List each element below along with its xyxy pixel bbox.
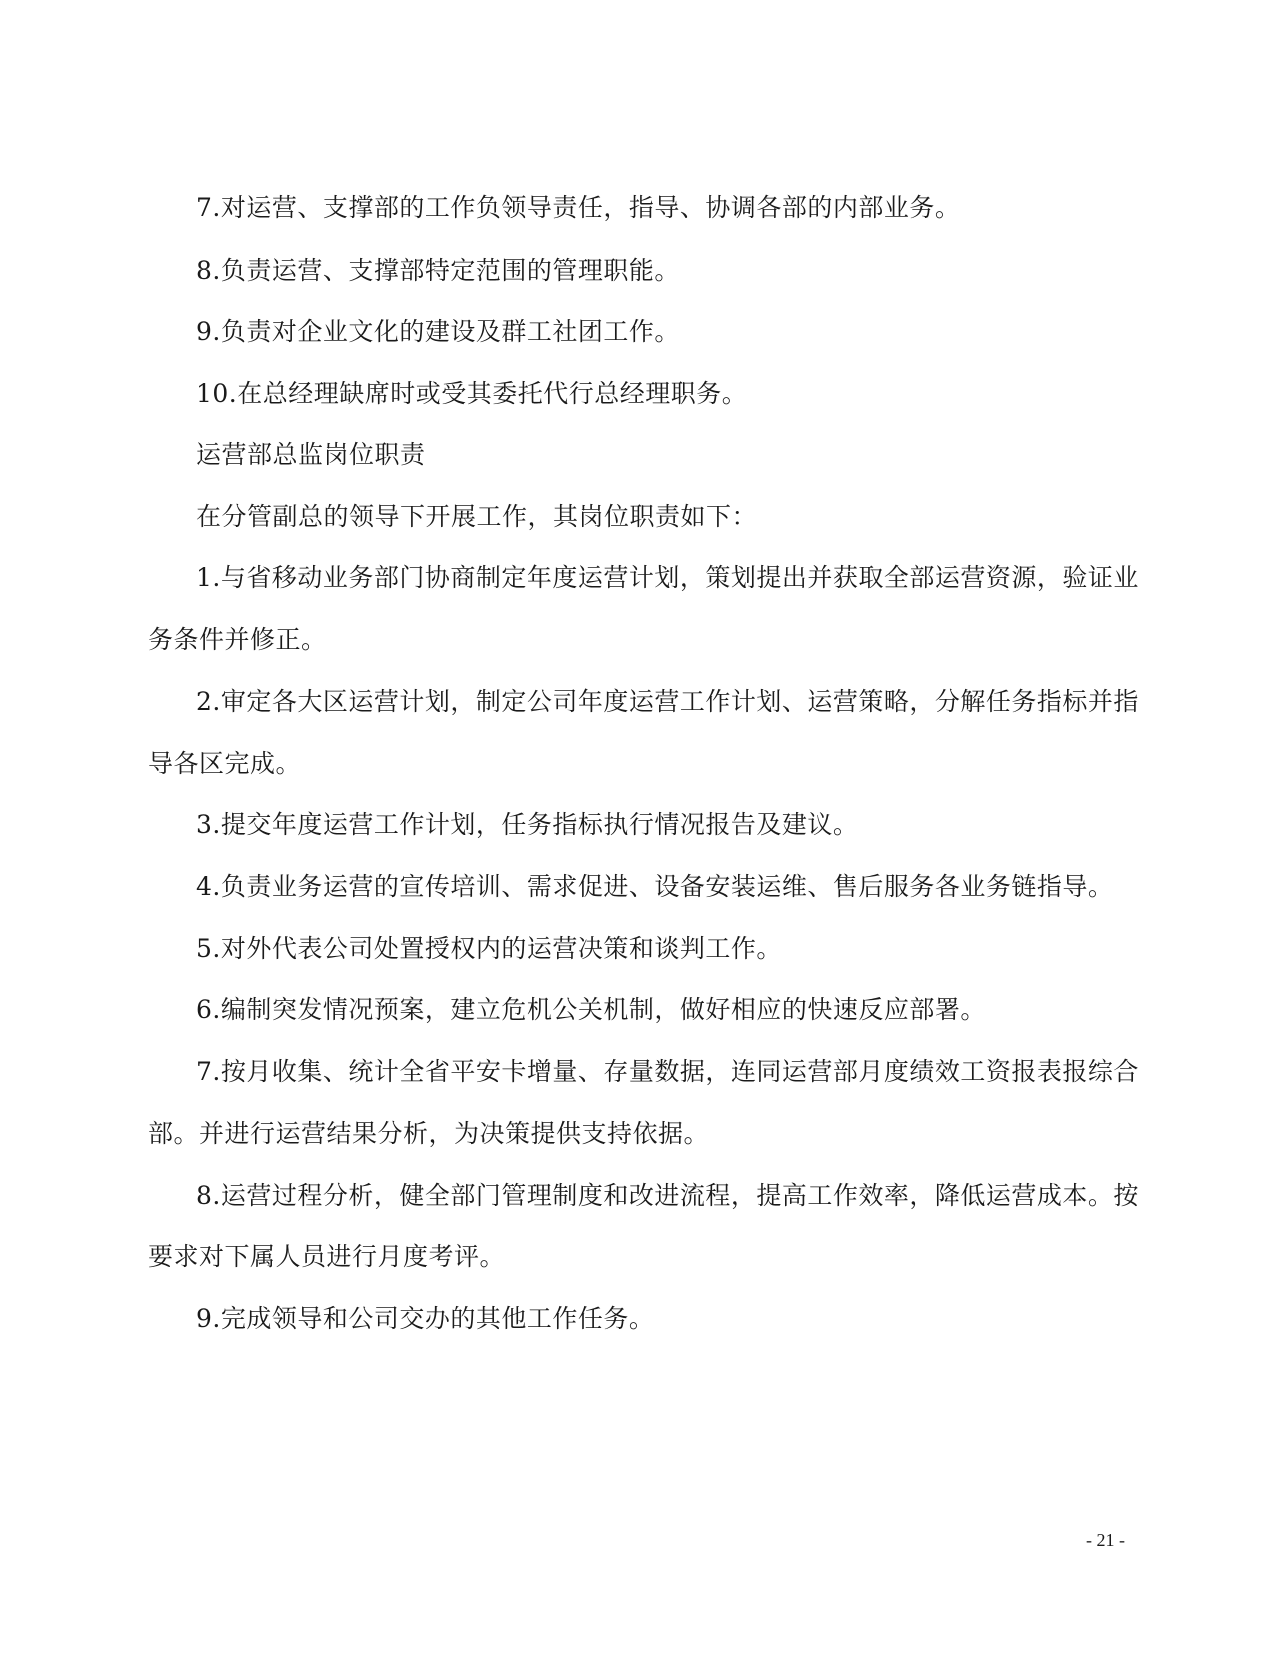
paragraph-line: 10.在总经理缺席时或受其委托代行总经理职务。 — [196, 379, 748, 408]
paragraph-line: 4.负责业务运营的宣传培训、需求促进、设备安装运维、售后服务各业务链指导。 — [196, 872, 1114, 901]
paragraph-line: 7.按月收集、统计全省平安卡增量、存量数据，连同运营部月度绩效工资报表报综合 — [196, 1057, 1139, 1086]
paragraph-line: 8.负责运营、支撑部特定范围的管理职能。 — [196, 256, 680, 285]
paragraph-line: 8.运营过程分析，健全部门管理制度和改进流程，提高工作效率，降低运营成本。按 — [196, 1181, 1139, 1210]
paragraph-line: 务条件并修正。 — [148, 625, 327, 654]
section-heading: 运营部总监岗位职责 — [196, 440, 426, 469]
paragraph-line: 在分管副总的领导下开展工作，其岗位职责如下： — [196, 502, 758, 531]
paragraph-line: 9.负责对企业文化的建设及群工社团工作。 — [196, 317, 680, 346]
paragraph-line: 6.编制突发情况预案，建立危机公关机制，做好相应的快速反应部署。 — [196, 995, 986, 1024]
paragraph-line: 部。并进行运营结果分析，为决策提供支持依据。 — [148, 1119, 710, 1148]
paragraph-line: 2.审定各大区运营计划，制定公司年度运营工作计划、运营策略，分解任务指标并指 — [196, 687, 1139, 716]
page-number: - 21 - — [1086, 1530, 1125, 1550]
paragraph-line: 要求对下属人员进行月度考评。 — [148, 1242, 506, 1271]
paragraph-line: 导各区完成。 — [148, 749, 302, 778]
paragraph-line: 5.对外代表公司处置授权内的运营决策和谈判工作。 — [196, 934, 782, 963]
paragraph-line: 9.完成领导和公司交办的其他工作任务。 — [196, 1304, 655, 1333]
paragraph-line: 7.对运营、支撑部的工作负领导责任，指导、协调各部的内部业务。 — [196, 193, 961, 222]
paragraph-line: 1.与省移动业务部门协商制定年度运营计划，策划提出并获取全部运营资源，验证业 — [196, 563, 1139, 592]
paragraph-line: 3.提交年度运营工作计划，任务指标执行情况报告及建议。 — [196, 810, 859, 839]
